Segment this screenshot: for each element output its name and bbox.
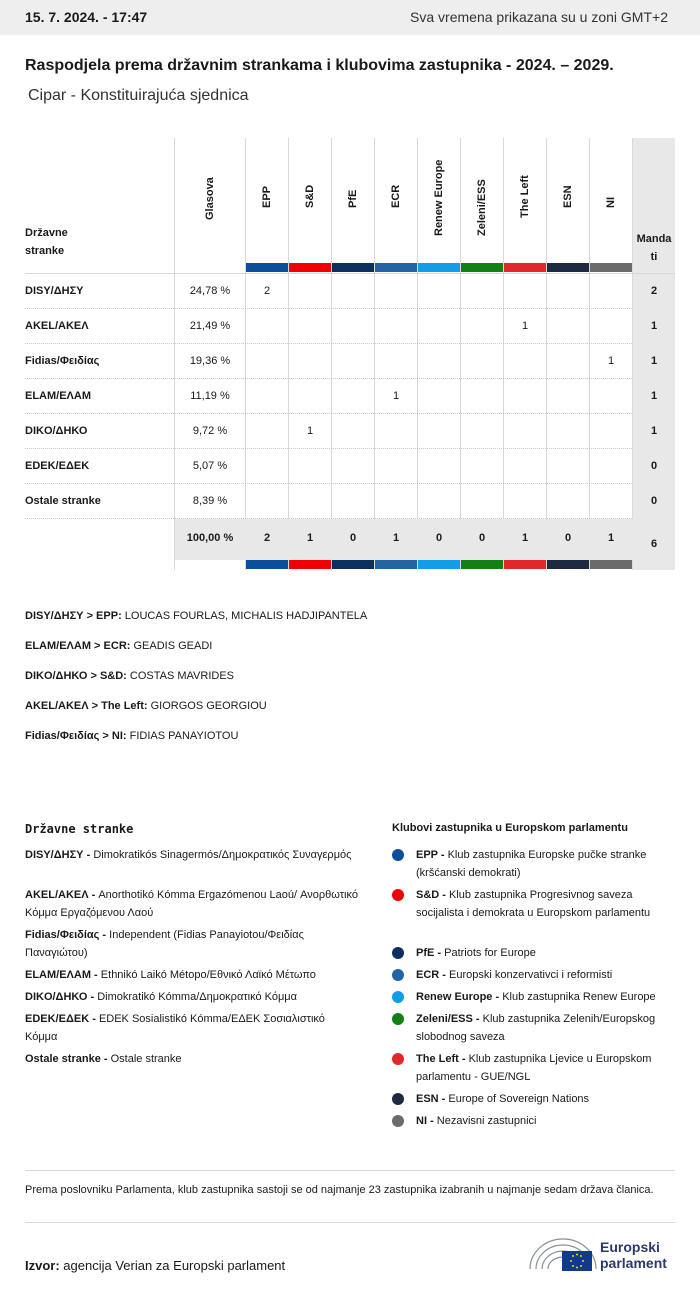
group-header-5: Zeleni/ESS [476, 179, 488, 236]
party-legend-item [25, 886, 360, 922]
vote-share: 24,78 % [189, 285, 231, 297]
party-legend-abbr: AKEL/ΑΚΕΛ - [25, 889, 96, 901]
group-legend-text [416, 1112, 677, 1130]
assignment-names: GEADIS GEADI [133, 640, 213, 652]
column-divider [288, 138, 289, 570]
party-legend-name: Ethnikó Laikó Métopo/Εθνικό Λαϊκό Μέτωπο [100, 969, 316, 981]
assignment-names: FIDIAS PANAYIOTOU [129, 730, 239, 742]
mandates-cell: 1 [633, 344, 675, 379]
timestamp: 15. 7. 2024. - 17:47 [25, 9, 148, 25]
group-legend-item [392, 886, 677, 922]
vote-share: 19,36 % [189, 355, 231, 367]
group-color-dot [392, 947, 404, 959]
group-color-bar [504, 263, 546, 272]
row-divider [25, 343, 632, 344]
party-legend-abbr: EDEK/ΕΔΕΚ - [25, 1013, 96, 1025]
party-legend-name: Ostale stranke [110, 1053, 182, 1065]
group-legend-item [392, 846, 677, 882]
party-row-label: Fidias/Φειδίας [25, 355, 100, 367]
total-seat-cell: 1 [306, 532, 314, 544]
logo-line2: parlament [600, 1255, 667, 1271]
footnote [25, 1170, 675, 1199]
assignment-names: COSTAS MAVRIDES [129, 670, 234, 682]
column-divider [503, 138, 504, 570]
party-legend-abbr: ELAM/ΕΛΑΜ - [25, 969, 98, 981]
row-divider [25, 413, 632, 414]
vote-share: 11,19 % [190, 390, 230, 402]
page-subtitle: Cipar - Konstituirajuća sjednica [28, 87, 249, 104]
group-color-dot [392, 1013, 404, 1025]
mandates-cell: 1 [633, 379, 675, 414]
total-vote-share: 100,00 % [186, 532, 234, 544]
party-legend-abbr: Ostale stranke - [25, 1053, 108, 1065]
group-color-bar [246, 263, 288, 272]
vote-share: 21,49 % [189, 320, 231, 332]
group-legend-name: Nezavisni zastupnici [436, 1115, 537, 1127]
seat-cell: 1 [392, 390, 400, 402]
group-legend-name: Klub zastupnika Renew Europe [502, 991, 656, 1003]
party-row-label: EDEK/ΕΔΕΚ [25, 460, 90, 472]
total-seat-cell: 0 [564, 532, 572, 544]
group-legend-name: Europski konzervativci i reformisti [449, 969, 613, 981]
party-legend-item [25, 846, 360, 864]
group-legend-item [392, 1090, 677, 1108]
assignment-key: ELAM/ΕΛΑΜ > ECR: [25, 640, 131, 652]
page-title: Raspodjela prema državnim strankama i klubovima zastupnika - 2024. – 2029. [25, 57, 614, 74]
group-legend-item [392, 1050, 677, 1086]
group-legend-text [416, 966, 677, 984]
assignment-line [25, 670, 234, 682]
assignment-names: LOUCAS FOURLAS, MICHALIS HADJIPANTELA [124, 610, 368, 622]
logo-line1: Europski [600, 1239, 660, 1255]
party-legend-abbr: DISY/ΔΗΣΥ - [25, 849, 91, 861]
assignment-line [25, 610, 367, 622]
group-color-bar [590, 263, 632, 272]
group-legend-item [392, 988, 677, 1006]
column-divider [460, 138, 461, 570]
group-header-3: ECR [390, 184, 402, 208]
group-legend-name: Europe of Sovereign Nations [448, 1093, 590, 1105]
column-divider [245, 138, 246, 570]
source-label: Izvor: [25, 1258, 60, 1273]
group-header-4: Renew Europe [433, 159, 445, 236]
row-divider [25, 483, 632, 484]
group-color-bar [547, 560, 589, 569]
vote-share: 8,39 % [192, 495, 228, 507]
group-color-dot [392, 991, 404, 1003]
group-legend-abbr: NI - [416, 1115, 434, 1127]
group-legend-abbr: Renew Europe - [416, 991, 500, 1003]
column-divider [374, 138, 375, 570]
group-color-dot [392, 1093, 404, 1105]
logo-text [600, 1239, 667, 1271]
mandates-cell: 2 [633, 274, 675, 309]
party-legend-abbr: Fidias/Φειδίας - [25, 929, 107, 941]
total-seat-cell: 2 [263, 532, 271, 544]
timezone-note: Sva vremena prikazana su u zoni GMT+2 [410, 9, 668, 25]
group-color-bar [418, 560, 460, 569]
party-legend-name: EDEK Sosialistikó Kómma/ΕΔΕΚ Σοσιαλιστικό Κόμμα [25, 1013, 325, 1043]
total-seat-cell: 1 [392, 532, 400, 544]
groups-legend-title: Klubovi zastupnika u Europskom parlamentu [392, 822, 628, 834]
group-color-bar [332, 263, 374, 272]
group-legend-abbr: Zeleni/ESS - [416, 1013, 480, 1025]
mandates-column-header: Manda ti [633, 138, 675, 273]
party-row-label: DISY/ΔΗΣΥ [25, 285, 84, 297]
group-legend-abbr: EPP - [416, 849, 445, 861]
mandates-cell: 1 [633, 309, 675, 344]
source-note [25, 1258, 285, 1273]
group-color-bar [246, 560, 288, 569]
row-divider [25, 378, 632, 379]
group-color-bar [418, 263, 460, 272]
group-legend-name: Klub zastupnika Zelenih/Europskog slobodnog saveza [416, 1013, 656, 1043]
party-column-header: Državne stranke [25, 227, 68, 257]
seat-cell: 1 [521, 320, 529, 332]
group-color-bar [289, 263, 331, 272]
footnote-text: Prema poslovniku Parlamenta, klub zastupnika sastoji se od najmanje 23 zastupnika izabranih u najmanje sedam država članica. [25, 1184, 654, 1196]
group-header-8: NI [605, 197, 617, 208]
assignment-line [25, 700, 267, 712]
group-legend-abbr: ECR - [416, 969, 446, 981]
footer-divider [25, 1222, 675, 1223]
seat-cell: 1 [306, 425, 314, 437]
total-seat-cell: 1 [607, 532, 615, 544]
group-color-dot [392, 889, 404, 901]
total-seat-cell: 0 [478, 532, 486, 544]
assignment-key: DIKO/ΔΗΚΟ > S&D: [25, 670, 127, 682]
group-legend-text [416, 944, 677, 962]
group-legend-abbr: S&D - [416, 889, 446, 901]
party-legend-name: Independent (Fidias Panayiotou/Φειδίας Παναγιώτου) [25, 929, 304, 959]
group-header-6: The Left [519, 175, 531, 218]
assignment-key: AKEL/ΑΚΕΛ > The Left: [25, 700, 148, 712]
party-legend-item [25, 926, 360, 962]
ep-logo [528, 1233, 678, 1273]
header-divider [25, 273, 675, 274]
mandates-cell: 0 [633, 449, 675, 484]
group-legend-text [416, 988, 677, 1006]
group-legend-item [392, 1112, 677, 1130]
column-divider [546, 138, 547, 570]
group-color-bar [547, 263, 589, 272]
column-divider [417, 138, 418, 570]
column-divider [589, 138, 590, 570]
column-divider [331, 138, 332, 570]
group-header-2: PfE [347, 189, 359, 208]
total-seat-cell: 0 [435, 532, 443, 544]
group-color-bar [461, 263, 503, 272]
group-legend-name: Klub zastupnika Progresivnog saveza socijalista i demokrata u Europskom parlamentu [416, 889, 651, 919]
group-legend-name: Patriots for Europe [444, 947, 536, 959]
group-color-dot [392, 1115, 404, 1127]
votes-column-header: Glasova [204, 177, 216, 220]
top-bar [0, 0, 700, 35]
group-legend-abbr: PfE - [416, 947, 442, 959]
group-color-bar [375, 263, 417, 272]
row-divider [25, 308, 632, 309]
group-legend-text [416, 1050, 677, 1086]
party-legend-name: Dimokratikó Kómma/Δημοκρατικό Κόμμα [97, 991, 297, 1003]
assignment-key: DISY/ΔΗΣΥ > EPP: [25, 610, 122, 622]
group-color-bar [332, 560, 374, 569]
group-legend-item [392, 1010, 677, 1046]
group-legend-text [416, 886, 677, 922]
party-row-label: Ostale stranke [25, 495, 101, 507]
party-legend-item [25, 1010, 360, 1046]
total-seat-cell: 1 [521, 532, 529, 544]
group-color-dot [392, 969, 404, 981]
group-color-bar [461, 560, 503, 569]
results-table [25, 138, 675, 570]
group-color-dot [392, 849, 404, 861]
party-legend-abbr: DIKO/ΔΗΚΟ - [25, 991, 95, 1003]
assignment-names: GIORGOS GEORGIOU [150, 700, 267, 712]
seat-cell: 2 [263, 285, 271, 297]
group-legend-text [416, 1090, 677, 1108]
group-legend-text [416, 846, 677, 882]
seat-cell: 1 [607, 355, 615, 367]
source-text: agencija Verian za Europski parlament [63, 1258, 286, 1273]
party-row-label: ELAM/ΕΛΑΜ [25, 390, 91, 402]
group-header-0: EPP [261, 185, 273, 208]
total-mandates-cell: 6 [633, 519, 675, 570]
assignment-line [25, 640, 212, 652]
row-divider [25, 448, 632, 449]
group-header-1: S&D [304, 184, 316, 208]
group-legend-abbr: ESN - [416, 1093, 446, 1105]
group-color-bar [289, 560, 331, 569]
parties-legend-title: Državne stranke [25, 822, 134, 836]
total-seat-cell: 0 [349, 532, 357, 544]
group-legend-item [392, 966, 677, 984]
group-legend-item [392, 944, 677, 962]
vote-share: 5,07 % [192, 460, 228, 472]
group-legend-abbr: The Left - [416, 1053, 466, 1065]
group-color-bar [590, 560, 632, 569]
mandates-cell: 0 [633, 484, 675, 519]
group-color-bar [375, 560, 417, 569]
assignment-line [25, 730, 238, 742]
mandates-cell: 1 [633, 414, 675, 449]
hemicycle-icon [528, 1233, 598, 1273]
party-legend-item [25, 1050, 360, 1068]
group-color-dot [392, 1053, 404, 1065]
group-legend-name: Klub zastupnika Ljevice u Europskom parlamentu - GUE/NGL [416, 1053, 652, 1083]
party-row-label: AKEL/ΑΚΕΛ [25, 320, 89, 332]
group-header-7: ESN [562, 185, 574, 208]
party-legend-name: Anorthotikó Kómma Ergazómenou Laoú/ Ανορθωτικό Κόμμα Εργαζόμενου Λαού [25, 889, 358, 919]
party-legend-name: Dimokratikós Sinagermós/Δημοκρατικός Συναγερμός [93, 849, 352, 861]
party-legend-item [25, 966, 360, 984]
party-row-label: DIKO/ΔΗΚΟ [25, 425, 88, 437]
party-legend-item [25, 988, 360, 1006]
group-color-bar [504, 560, 546, 569]
vote-share: 9,72 % [192, 425, 228, 437]
group-legend-name: Klub zastupnika Europske pučke stranke (kršćanski demokrati) [416, 849, 647, 879]
group-legend-text [416, 1010, 677, 1046]
assignment-key: Fidias/Φειδίας > NI: [25, 730, 127, 742]
